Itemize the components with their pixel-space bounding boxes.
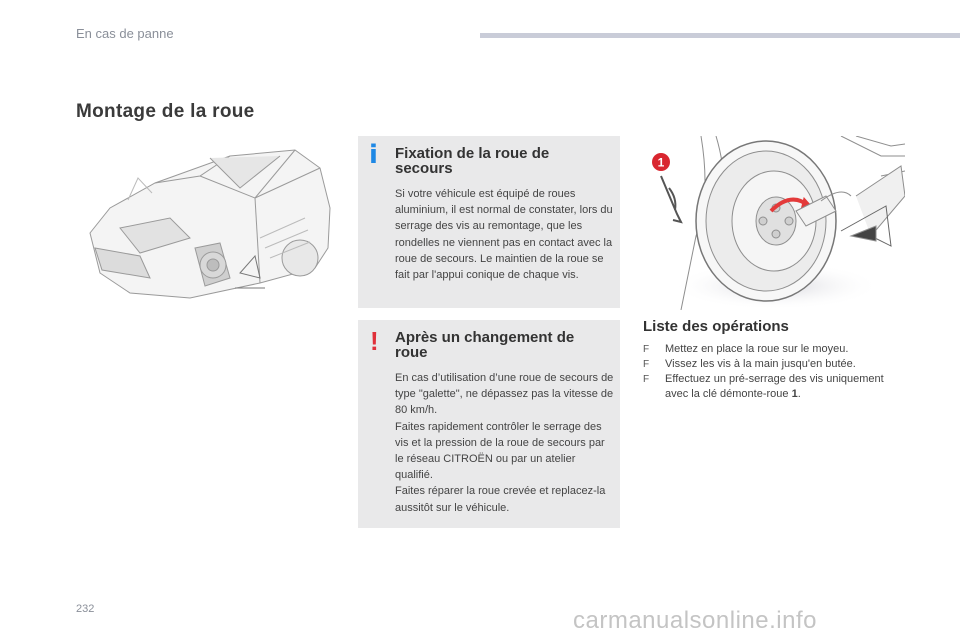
warning-box-text bbox=[395, 370, 615, 516]
info-box-title: Fixation de la roue de secours bbox=[395, 145, 550, 177]
wheel-callout-1: 1 bbox=[657, 155, 665, 170]
list-item: F Mettez en place la roue sur le moyeu. bbox=[643, 343, 849, 355]
section-header: En cas de panne bbox=[76, 26, 174, 41]
page-number: 232 bbox=[76, 603, 95, 615]
checkbox-bullet-icon: F bbox=[643, 359, 650, 370]
header-bar bbox=[480, 33, 960, 38]
warning-paragraph: Faites rapidement contrôler le serrage des vis et la pression de la roue de secours par le réseau CITROËN ou par un atelier qualifié. bbox=[395, 420, 605, 482]
watermark: carmanualsonline.info bbox=[573, 607, 817, 634]
wheel-illustration bbox=[641, 136, 905, 310]
warning-paragraph: En cas d’utilisation d’une roue de secours de type "galette", ne dépassez pas la vitesse de 80 km/h. bbox=[395, 372, 614, 417]
info-icon: i bbox=[369, 140, 378, 170]
list-item: F Effectuez un pré-serrage des vis uniquement avec la clé démonte-roue 1. bbox=[643, 373, 884, 400]
info-box-text: Si votre véhicule est équipé de roues aluminium, il est normal de constater, lors du serrage des vis au remontage, que les rondelles ne viennent pas en contact avec la roue de secours. Le maintien de la roue se fait par l'appui conique de chaque vis. bbox=[395, 188, 613, 282]
warning-box bbox=[358, 320, 620, 528]
reference-number: 1 bbox=[791, 388, 798, 400]
car-illustration bbox=[80, 138, 345, 318]
checkbox-bullet-icon: F bbox=[643, 374, 650, 385]
warning-box-title: Après un changement de roue bbox=[395, 329, 575, 361]
info-box bbox=[358, 136, 620, 308]
page-title: Montage de la roue bbox=[76, 101, 255, 122]
warning-icon: ! bbox=[370, 326, 379, 356]
list-item: F Vissez les vis à la main jusqu'en butée. bbox=[643, 358, 856, 370]
operations-title: Liste des opérations bbox=[643, 318, 789, 335]
checkbox-bullet-icon: F bbox=[643, 344, 650, 355]
warning-paragraph: Faites réparer la roue crevée et replacez-la aussitôt sur le véhicule. bbox=[395, 485, 606, 514]
operations-list bbox=[643, 342, 903, 402]
